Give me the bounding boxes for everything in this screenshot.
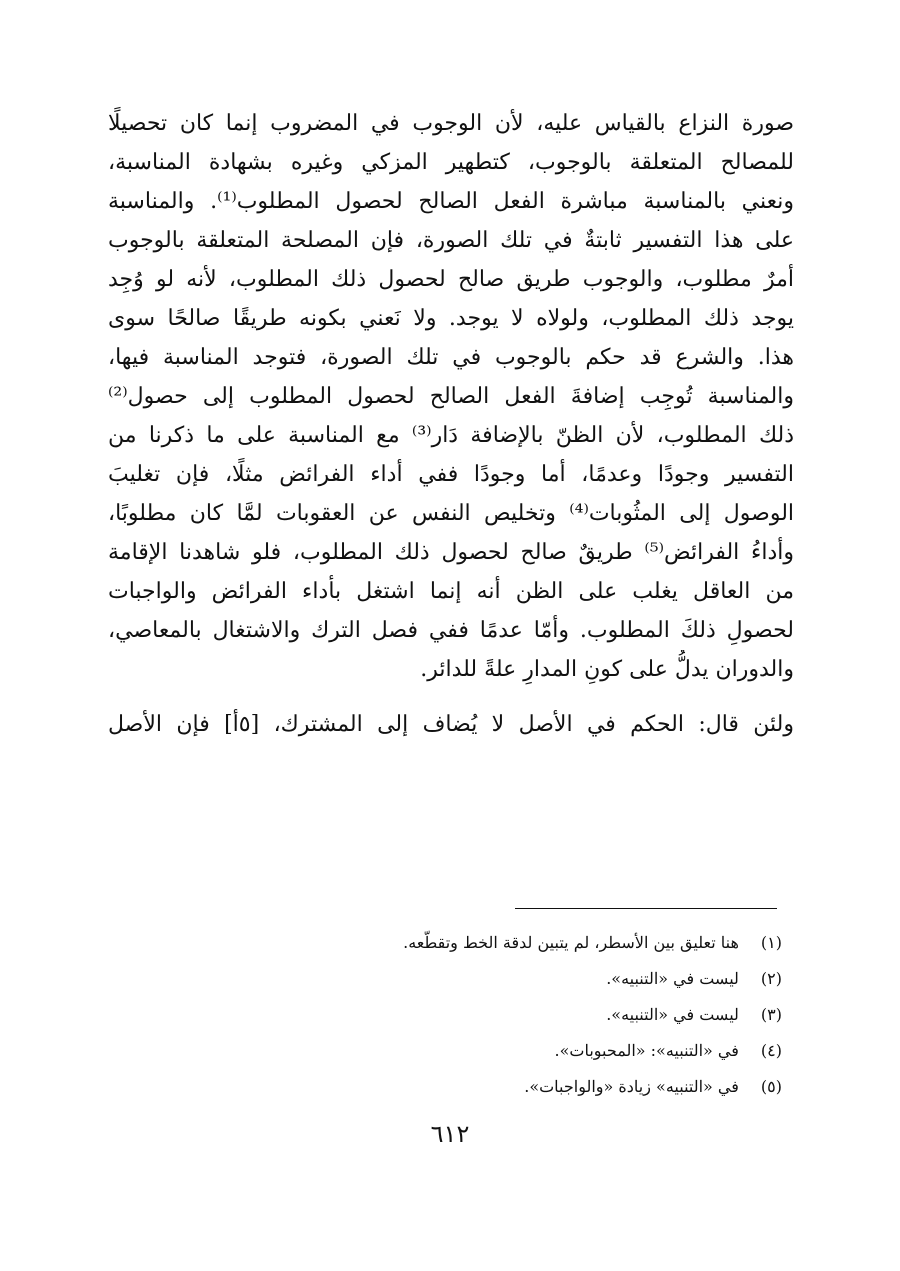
- footnote-text: ليست في «التنبيه».: [606, 969, 739, 988]
- text-line-15: والدوران يدلُّ على كونِ المدارِ علةً للدائر.: [420, 657, 794, 682]
- footnote-3: [300, 997, 782, 1033]
- footnote-4: [300, 1033, 782, 1069]
- text-line-7: هذا. والشرع قد حكم بالوجوب في تلك الصورة، فتوجد المناسبة فيها،: [108, 345, 794, 370]
- footnote-text: ليست في «التنبيه».: [606, 1005, 739, 1024]
- text-line-14: لحصولِ ذلكَ المطلوب. وأمّا عدمًا ففي فصل الترك والاشتغال بالمعاصي،: [108, 618, 794, 643]
- footnote-text: في «التنبيه»: «المحبوبات».: [554, 1041, 739, 1060]
- text-line-16: ولئن قال: الحكم في الأصل لا يُضاف إلى المشترك، [٥أ] فإن الأصل: [108, 712, 794, 737]
- text-line-4: على هذا التفسير ثابتةٌ في تلك الصورة، فإن المصلحة المتعلقة بالوجوب: [108, 228, 794, 253]
- text-line-11: الوصول إلى المثُوبات⁽⁴⁾ وتخليص النفس عن العقوبات لمَّا كان مطلوبًا،: [108, 501, 794, 526]
- footnote-text: هنا تعليق بين الأسطر، لم يتبين لدقة الخط وتقطّعه.: [403, 933, 739, 952]
- footnote-number: (٤): [760, 1041, 782, 1060]
- page-number: ٦١٢: [430, 1120, 470, 1148]
- text-line-3: ونعني بالمناسبة مباشرة الفعل الصالح لحصول المطلوب⁽¹⁾. والمناسبة: [108, 189, 794, 214]
- text-line-9: ذلك المطلوب، لأن الظنّ بالإضافة دَار⁽³⁾ مع المناسبة على ما ذكرنا من: [108, 423, 794, 448]
- footnote-2: [300, 961, 782, 997]
- text-line-1: صورة النزاع بالقياس عليه، لأن الوجوب في المضروب إنما كان تحصيلًا: [108, 111, 794, 136]
- text-line-13: من العاقل يغلب على الظن أنه إنما اشتغل بأداء الفرائض والواجبات: [108, 579, 794, 604]
- text-line-12: وأداءُ الفرائض⁽⁵⁾ طريقٌ صالح لحصول ذلك المطلوب، فلو شاهدنا الإقامة: [108, 540, 794, 565]
- text-line-10: التفسير وجودًا وعدمًا، أما وجودًا ففي أداء الفرائض مثلًا، فإن تغليبَ: [108, 462, 794, 487]
- text-line-8: والمناسبة تُوجِب إضافةَ الفعل الصالح لحصول المطلوب إلى حصول⁽²⁾: [108, 384, 794, 409]
- footnote-5: [300, 1069, 782, 1105]
- footnote-separator: [515, 908, 777, 909]
- text-line-6: يوجد ذلك المطلوب، ولولاه لا يوجد. ولا نَعني بكونه طريقًا صالحًا سوى: [108, 306, 794, 331]
- footnote-number: (٥): [760, 1077, 782, 1096]
- main-text: [108, 104, 794, 744]
- footnote-number: (١): [760, 933, 782, 952]
- footnote-number: (٣): [760, 1005, 782, 1024]
- text-line-2: للمصالح المتعلقة بالوجوب، كتطهير المزكي وغيره بشهادة المناسبة،: [108, 150, 794, 175]
- footnote-1: [300, 925, 782, 961]
- text-line-5: أمرٌ مطلوب، والوجوب طريق صالح لحصول ذلك المطلوب، لأنه لو وُجِد: [108, 267, 794, 292]
- footnotes: [300, 925, 782, 1105]
- footnote-text: في «التنبيه» زيادة «والواجبات».: [524, 1077, 739, 1096]
- footnote-number: (٢): [760, 969, 782, 988]
